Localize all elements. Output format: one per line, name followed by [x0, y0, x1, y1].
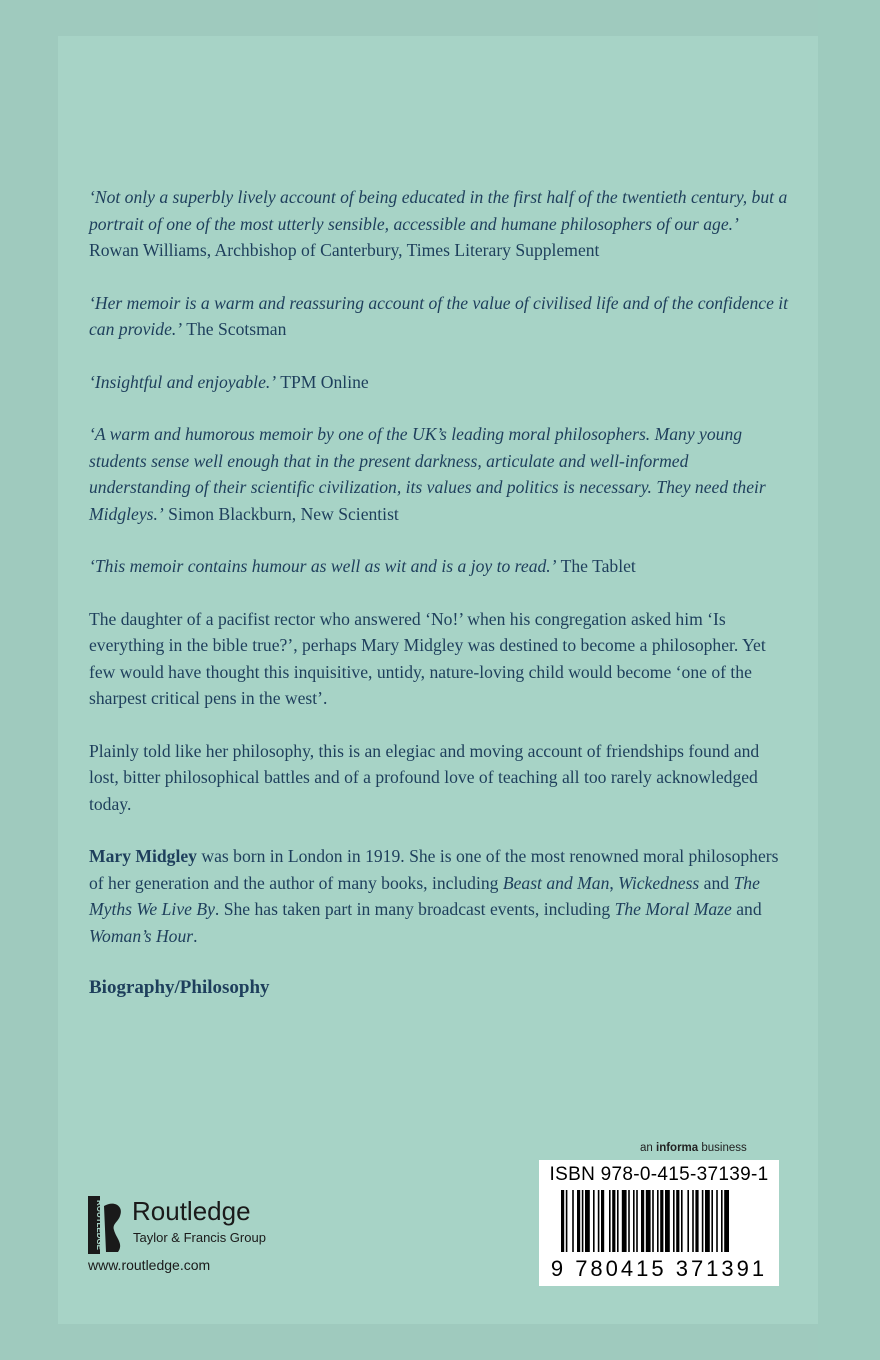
barcode-bar: [628, 1190, 630, 1252]
barcode-bar: [582, 1190, 584, 1252]
barcode-bar: [657, 1190, 659, 1252]
barcode-bar: [636, 1190, 638, 1252]
review-5: [89, 553, 789, 580]
barcode-bar: [665, 1190, 670, 1252]
barcode-bar: [646, 1190, 651, 1252]
barcode-bar: [711, 1190, 713, 1252]
author-name: Mary Midgley: [89, 846, 197, 866]
review-4: [89, 421, 789, 527]
barcode-bar: [617, 1190, 619, 1252]
barcode-bar: [566, 1190, 568, 1252]
barcode-bar: [593, 1190, 595, 1252]
show-title: The Moral Maze: [614, 899, 732, 919]
barcode-bar: [585, 1190, 590, 1252]
barcode-bar: [660, 1190, 663, 1252]
barcode-bar: [577, 1190, 580, 1252]
cover-edge: [818, 0, 880, 1360]
review-2: [89, 290, 789, 343]
review-source: The Scotsman: [186, 319, 287, 339]
category-label: Biography/Philosophy: [89, 977, 270, 998]
barcode-bar: [612, 1190, 615, 1252]
review-quote: ‘Insightful and enjoyable.’: [89, 371, 277, 392]
publisher-group: Taylor & Francis Group: [133, 1230, 266, 1245]
review-quote: ‘Her memoir is a warm and reassuring account of the value of civilised life and of the confidence it can provide.’: [89, 292, 789, 339]
barcode-bar: [705, 1190, 710, 1252]
barcode-bar: [681, 1190, 683, 1252]
review-source: TPM Online: [280, 371, 369, 392]
barcode-icon: [561, 1190, 761, 1256]
barcode-bar: [652, 1190, 654, 1252]
barcode-bar: [572, 1190, 574, 1252]
routledge-logo-icon: [88, 1196, 128, 1254]
author-bio: Mary Midgley was born in London in 1919. She is one of the most renowned moral philosophers of her generation and the author of many books, including Beast and Man, Wickedness and The Myths We Live By. She has taken part in many broadcast events, including The Moral Maze and Woman’s Hour.: [89, 846, 779, 946]
barcode-bar: [598, 1190, 600, 1252]
barcode-bar: [641, 1190, 644, 1252]
barcode-bar: [609, 1190, 611, 1252]
barcode-bar: [687, 1190, 689, 1252]
informa-tagline: an informa business: [640, 1142, 747, 1154]
barcode-bar: [692, 1190, 694, 1252]
publisher-name: Routledge: [132, 1196, 251, 1226]
blurb-paragraph-1: The daughter of a pacifist rector who answered ‘No!’ when his congregation asked him ‘Is everything in the bible true?’, perhaps Mary Midgley was destined to become a philosopher. Yet few would have thought this inquisitive, untidy, nature-loving child would become ‘one of the sharpest critical pens in the west’.: [89, 608, 766, 708]
barcode-bar: [561, 1190, 564, 1252]
review-source: Rowan Williams, Archbishop of Canterbury, Times Literary Supplement: [89, 240, 600, 260]
review-quote: ‘Not only a superbly lively account of being educated in the first half of the twentieth century, but a portrait of one of the most utterly sensible, accessible and humane philosophers of our age.’: [89, 187, 788, 234]
barcode-bar: [702, 1190, 704, 1252]
barcode-bar: [622, 1190, 627, 1252]
review-quote: ‘A warm and humorous memoir by one of the UK’s leading moral philosophers. Many young students sense well enough that in the present darkness, articulate and well-informed understanding of their scientific civilization, its values and politics is necessary. They need their Midgleys.’: [89, 424, 766, 524]
review-quote: ‘This memoir contains humour as well as wit and is a joy to read.’: [89, 556, 557, 576]
book-title: Wickedness: [618, 872, 700, 893]
back-cover-text: [89, 184, 789, 1028]
barcode-bar: [695, 1190, 698, 1252]
barcode-bar: [673, 1190, 675, 1252]
review-source: The Tablet: [560, 556, 636, 576]
show-title: Woman’s Hour: [89, 925, 194, 946]
publisher-url: www.routledge.com: [88, 1257, 211, 1273]
review-source: Simon Blackburn, New Scientist: [168, 503, 399, 524]
review-1: [89, 184, 789, 264]
blurb-paragraph-2: Plainly told like her philosophy, this is an elegiac and moving account of friendships found and lost, bitter philosophical battles and of a profound love of teaching all too rarely acknowledged today.: [89, 740, 760, 814]
barcode-bar: [676, 1190, 679, 1252]
barcode-bar: [724, 1190, 729, 1252]
isbn-label: ISBN 978-0-415-37139-1: [549, 1164, 769, 1185]
logo-vertical-text: ROUTLEDGE: [95, 1200, 104, 1250]
barcode-digits: 9 780415 371391: [550, 1256, 768, 1281]
review-3: [89, 369, 789, 396]
barcode-bar: [601, 1190, 604, 1252]
book-title: The Myths We Live By: [89, 872, 760, 919]
barcode-bar: [716, 1190, 718, 1252]
barcode-bar: [721, 1190, 723, 1252]
book-title: Beast and Man: [502, 872, 610, 893]
barcode-bar: [633, 1190, 635, 1252]
isbn-barcode: [539, 1160, 779, 1286]
